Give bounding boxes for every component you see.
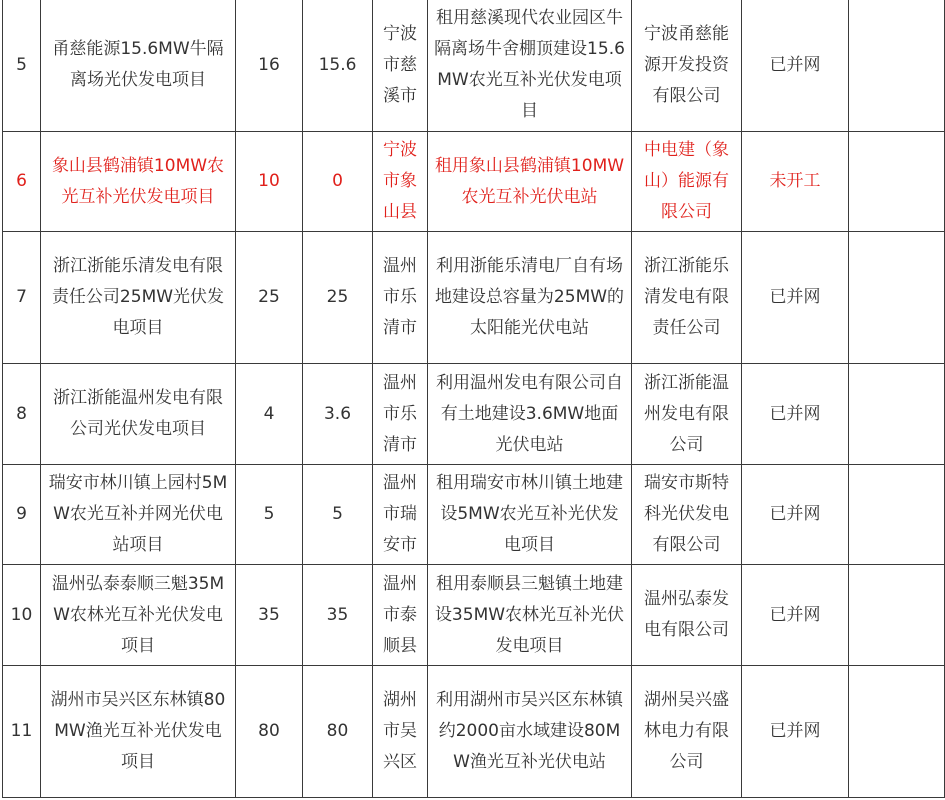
capacity-value: 10 xyxy=(236,132,303,232)
grid-capacity-value: 5 xyxy=(303,465,373,565)
capacity-value: 80 xyxy=(236,666,303,798)
row-number: 8 xyxy=(3,364,41,465)
table-row xyxy=(3,465,945,565)
empty-cell xyxy=(849,232,945,364)
empty-cell xyxy=(849,565,945,666)
project-description: 利用浙能乐清电厂自有场地建设总容量为25MW的太阳能光伏电站 xyxy=(428,232,632,364)
location: 温州市乐清市 xyxy=(373,232,428,364)
project-table xyxy=(2,0,945,798)
location: 温州市瑞安市 xyxy=(373,465,428,565)
table-row xyxy=(3,666,945,798)
grid-capacity-value: 25 xyxy=(303,232,373,364)
capacity-value: 5 xyxy=(236,465,303,565)
project-description: 租用象山县鹤浦镇10MW农光互补光伏电站 xyxy=(428,132,632,232)
status-cell: 已并网 xyxy=(742,232,849,364)
empty-cell xyxy=(849,666,945,798)
table-row xyxy=(3,565,945,666)
location: 湖州市吴兴区 xyxy=(373,666,428,798)
project-description: 利用温州发电有限公司自有土地建设3.6MW地面光伏电站 xyxy=(428,364,632,465)
row-number: 6 xyxy=(3,132,41,232)
table-row xyxy=(3,364,945,465)
owner-company: 温州弘泰发电有限公司 xyxy=(632,565,742,666)
grid-capacity-value: 0 xyxy=(303,132,373,232)
table-row xyxy=(3,132,945,232)
empty-cell xyxy=(849,465,945,565)
project-name: 象山县鹤浦镇10MW农光互补光伏发电项目 xyxy=(41,132,236,232)
grid-capacity-value: 15.6 xyxy=(303,0,373,132)
owner-company: 瑞安市斯特科光伏发电有限公司 xyxy=(632,465,742,565)
project-name: 浙江浙能温州发电有限公司光伏发电项目 xyxy=(41,364,236,465)
status-cell: 已并网 xyxy=(742,666,849,798)
project-name: 浙江浙能乐清发电有限责任公司25MW光伏发电项目 xyxy=(41,232,236,364)
empty-cell xyxy=(849,132,945,232)
capacity-value: 16 xyxy=(236,0,303,132)
status-cell: 已并网 xyxy=(742,565,849,666)
project-name: 温州弘泰泰顺三魁35MW农林光互补光伏发电项目 xyxy=(41,565,236,666)
status-cell: 已并网 xyxy=(742,465,849,565)
project-description: 租用慈溪现代农业园区牛隔离场牛舍棚顶建设15.6MW农光互补光伏发电项目 xyxy=(428,0,632,132)
project-description: 租用泰顺县三魁镇土地建设35MW农林光互补光伏发电项目 xyxy=(428,565,632,666)
capacity-value: 4 xyxy=(236,364,303,465)
empty-cell xyxy=(849,0,945,132)
capacity-value: 35 xyxy=(236,565,303,666)
owner-company: 湖州吴兴盛林电力有限公司 xyxy=(632,666,742,798)
grid-capacity-value: 80 xyxy=(303,666,373,798)
capacity-value: 25 xyxy=(236,232,303,364)
owner-company: 宁波甬慈能源开发投资有限公司 xyxy=(632,0,742,132)
row-number: 10 xyxy=(3,565,41,666)
location: 温州市泰顺县 xyxy=(373,565,428,666)
row-number: 5 xyxy=(3,0,41,132)
table-row xyxy=(3,232,945,364)
owner-company: 浙江浙能温州发电有限公司 xyxy=(632,364,742,465)
owner-company: 浙江浙能乐清发电有限责任公司 xyxy=(632,232,742,364)
location: 温州市乐清市 xyxy=(373,364,428,465)
grid-capacity-value: 3.6 xyxy=(303,364,373,465)
table-row xyxy=(3,0,945,132)
empty-cell xyxy=(849,364,945,465)
grid-capacity-value: 35 xyxy=(303,565,373,666)
project-name: 瑞安市林川镇上园村5MW农光互补并网光伏电站项目 xyxy=(41,465,236,565)
row-number: 9 xyxy=(3,465,41,565)
location: 宁波市象山县 xyxy=(373,132,428,232)
status-cell: 已并网 xyxy=(742,0,849,132)
status-cell: 未开工 xyxy=(742,132,849,232)
project-name: 甬慈能源15.6MW牛隔离场光伏发电项目 xyxy=(41,0,236,132)
project-description: 租用瑞安市林川镇土地建设5MW农光互补光伏发电项目 xyxy=(428,465,632,565)
row-number: 7 xyxy=(3,232,41,364)
project-description: 利用湖州市吴兴区东林镇约2000亩水域建设80MW渔光互补光伏电站 xyxy=(428,666,632,798)
status-cell: 已并网 xyxy=(742,364,849,465)
project-name: 湖州市吴兴区东林镇80MW渔光互补光伏发电项目 xyxy=(41,666,236,798)
owner-company: 中电建（象山）能源有限公司 xyxy=(632,132,742,232)
location: 宁波市慈溪市 xyxy=(373,0,428,132)
row-number: 11 xyxy=(3,666,41,798)
